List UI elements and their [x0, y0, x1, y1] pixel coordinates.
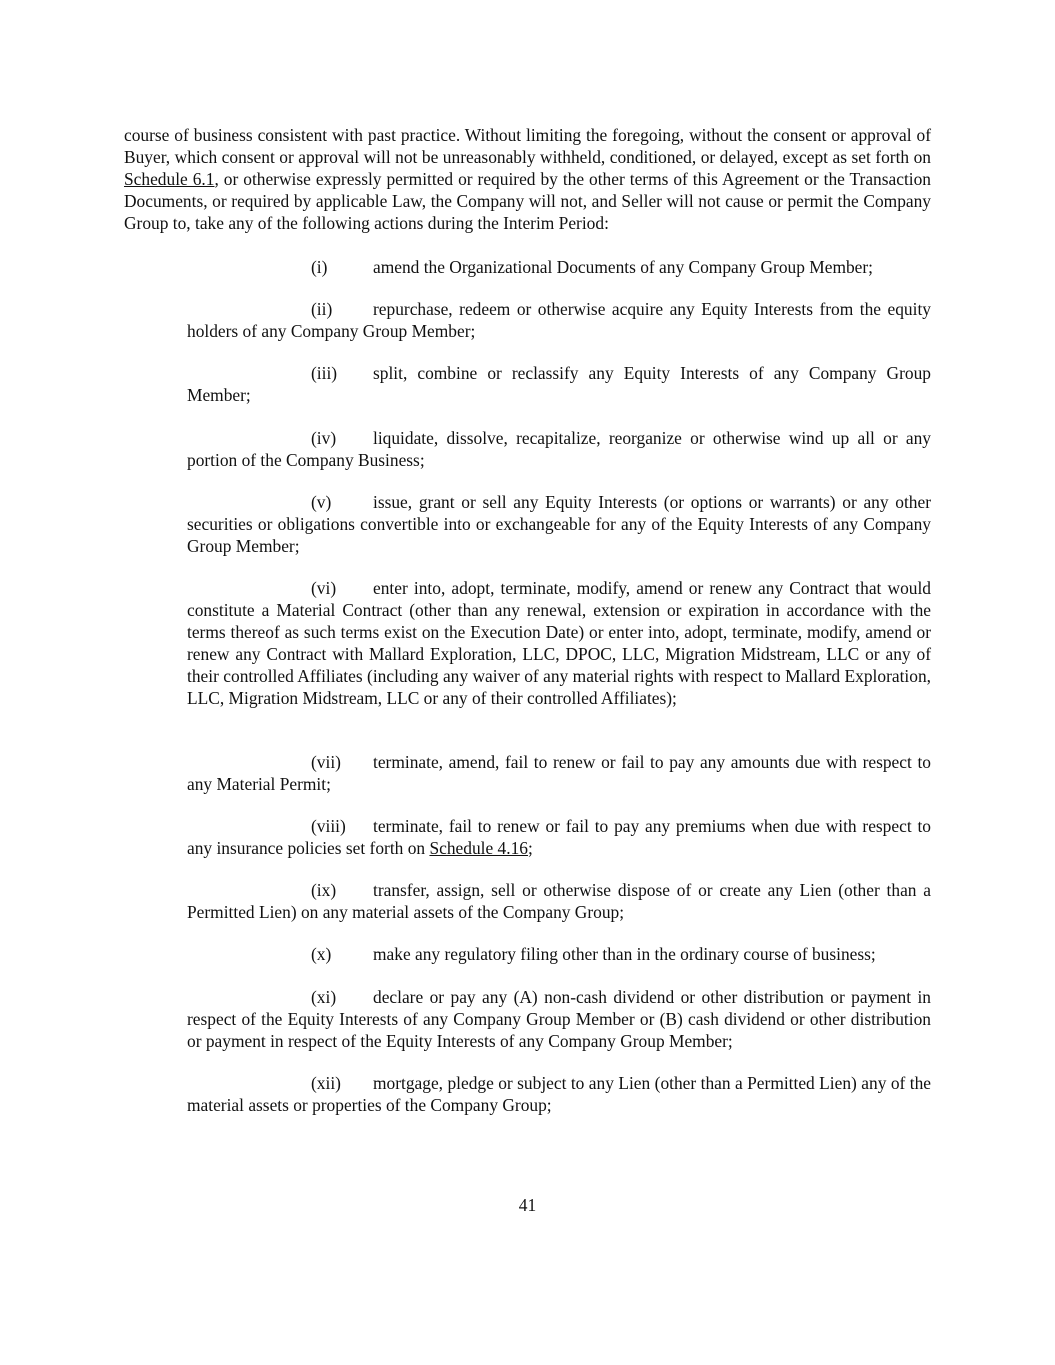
item-text: repurchase, redeem or otherwise acquire any Equity Interests from the equity holders of any Company Group Member; — [187, 299, 931, 341]
list-item — [187, 943, 931, 965]
list-item — [187, 256, 931, 278]
intro-paragraph — [124, 124, 931, 234]
item-text: amend the Organizational Documents of any Company Group Member; — [373, 257, 874, 277]
item-text: enter into, adopt, terminate, modify, amend or renew any Contract that would constitute a Material Contract (other than any renewal, extension or expiration in accordance with the terms thereof as such terms exist on the Execution Date) or enter into, adopt, terminate, modify, amend or renew any Contract with Mallard Exploration, LLC, DPOC, LLC, Migration Midstream, LLC or any of their controlled Affiliates (including any waiver of any material rights with respect to Mallard Exploration, LLC, Migration Midstream, LLC or any of their controlled Affiliates); — [187, 578, 931, 708]
item-number: (x) — [311, 944, 332, 964]
intro-text-part1: course of business consistent with past practice. Without limiting the foregoing, without the consent or approval of Buyer, which consent or approval will not be unreasonably withheld, conditioned, or delayed, except as set forth on — [124, 125, 931, 167]
item-number: (iii) — [311, 363, 338, 383]
list-item — [187, 751, 931, 795]
item-text: mortgage, pledge or subject to any Lien (other than a Permitted Lien) any of the material assets or properties of the Company Group; — [187, 1073, 931, 1115]
item-text: split, combine or reclassify any Equity Interests of any Company Group Member; — [187, 363, 931, 405]
schedule-4-16-reference: Schedule 4.16 — [429, 838, 528, 858]
item-number: (xi) — [311, 987, 337, 1007]
item-number: (v) — [311, 492, 332, 512]
item-text: terminate, amend, fail to renew or fail to pay any amounts due with respect to any Material Permit; — [187, 752, 931, 794]
item-number: (viii) — [311, 816, 346, 836]
list-item — [187, 427, 931, 471]
item-number: (vii) — [311, 752, 341, 772]
item-text: declare or pay any (A) non-cash dividend or other distribution or payment in respect of the Equity Interests of any Company Group Member or (B) cash dividend or other distribution or payment in respect of the Equity Interests of any Company Group Member; — [187, 987, 931, 1051]
list-item — [187, 491, 931, 557]
item-text-after: ; — [527, 838, 533, 858]
intro-text-part2: , or otherwise expressly permitted or required by the other terms of this Agreement or the Transaction Documents, or required by applicable Law, the Company will not, and Seller will not cause or permit the Company Group to, take any of the following actions during the Interim Period: — [124, 169, 932, 233]
item-number: (xii) — [311, 1073, 341, 1093]
item-text: transfer, assign, sell or otherwise dispose of or create any Lien (other than a Permitted Lien) on any material assets of the Company Group; — [187, 880, 931, 922]
item-number: (vi) — [311, 578, 337, 598]
page-number: 41 — [518, 1195, 537, 1215]
item-number: (ii) — [311, 299, 333, 319]
schedule-6-1-reference: Schedule 6.1 — [124, 169, 215, 189]
list-item — [187, 298, 931, 342]
list-item — [187, 362, 931, 406]
list-item — [187, 1072, 931, 1116]
list-item — [187, 879, 931, 923]
item-text: terminate, fail to renew or fail to pay any premiums when due with respect to any insurance policies set forth on — [187, 816, 931, 858]
list-item — [187, 815, 931, 859]
list-item — [187, 577, 931, 709]
item-number: (i) — [311, 257, 328, 277]
list-item — [187, 986, 931, 1052]
item-text: make any regulatory filing other than in the ordinary course of business; — [373, 944, 876, 964]
item-number: (iv) — [311, 428, 337, 448]
item-text: issue, grant or sell any Equity Interests (or options or warrants) or any other securities or obligations convertible into or exchangeable for any of the Equity Interests of any Company Group Member; — [187, 492, 931, 556]
item-number: (ix) — [311, 880, 337, 900]
item-text: liquidate, dissolve, recapitalize, reorganize or otherwise wind up all or any portion of the Company Business; — [187, 428, 931, 470]
